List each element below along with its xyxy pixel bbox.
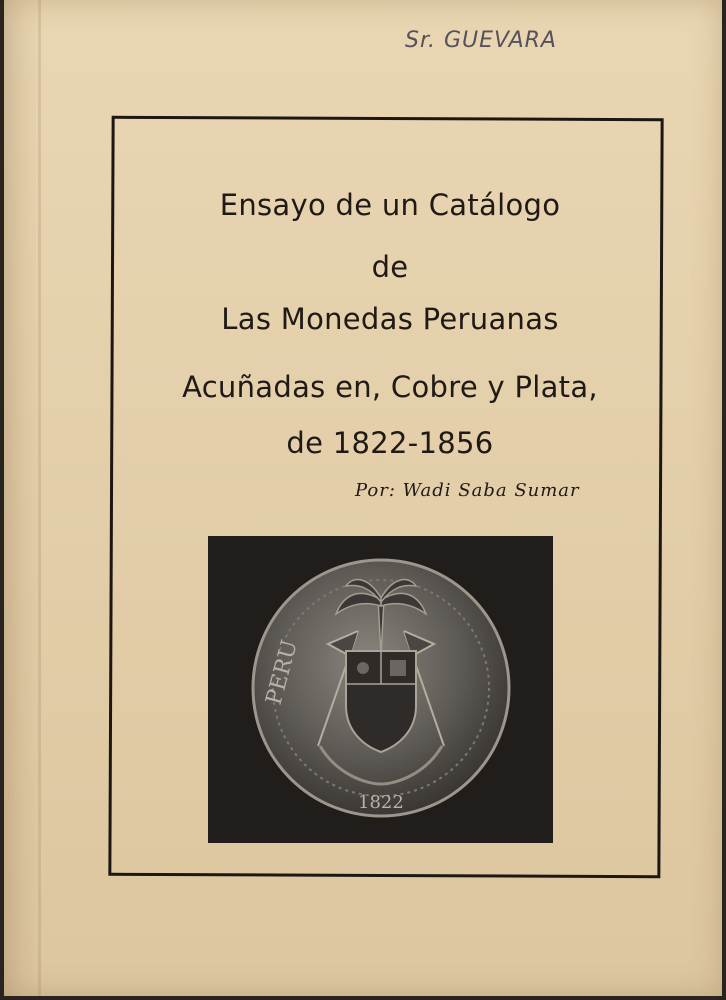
coin-photo — [208, 536, 553, 843]
title-line-1: Ensayo de un Catálogo — [219, 188, 561, 222]
title-line-2: de — [371, 250, 409, 284]
title-line-5: de 1822-1856 — [286, 426, 494, 460]
coin-inscription-date: 1822 — [358, 792, 404, 813]
coin-illustration — [208, 536, 553, 843]
cover-crease — [38, 0, 41, 996]
title-line-3: Las Monedas Peruanas — [221, 302, 559, 336]
coin-inscription-left: PERU — [261, 637, 303, 708]
author-line: Por: Wadi Saba Sumar — [355, 480, 580, 501]
handwritten-note: Sr. GUEVARA — [405, 28, 557, 53]
title-line-4: Acuñadas en, Cobre y Plata, — [182, 370, 598, 404]
